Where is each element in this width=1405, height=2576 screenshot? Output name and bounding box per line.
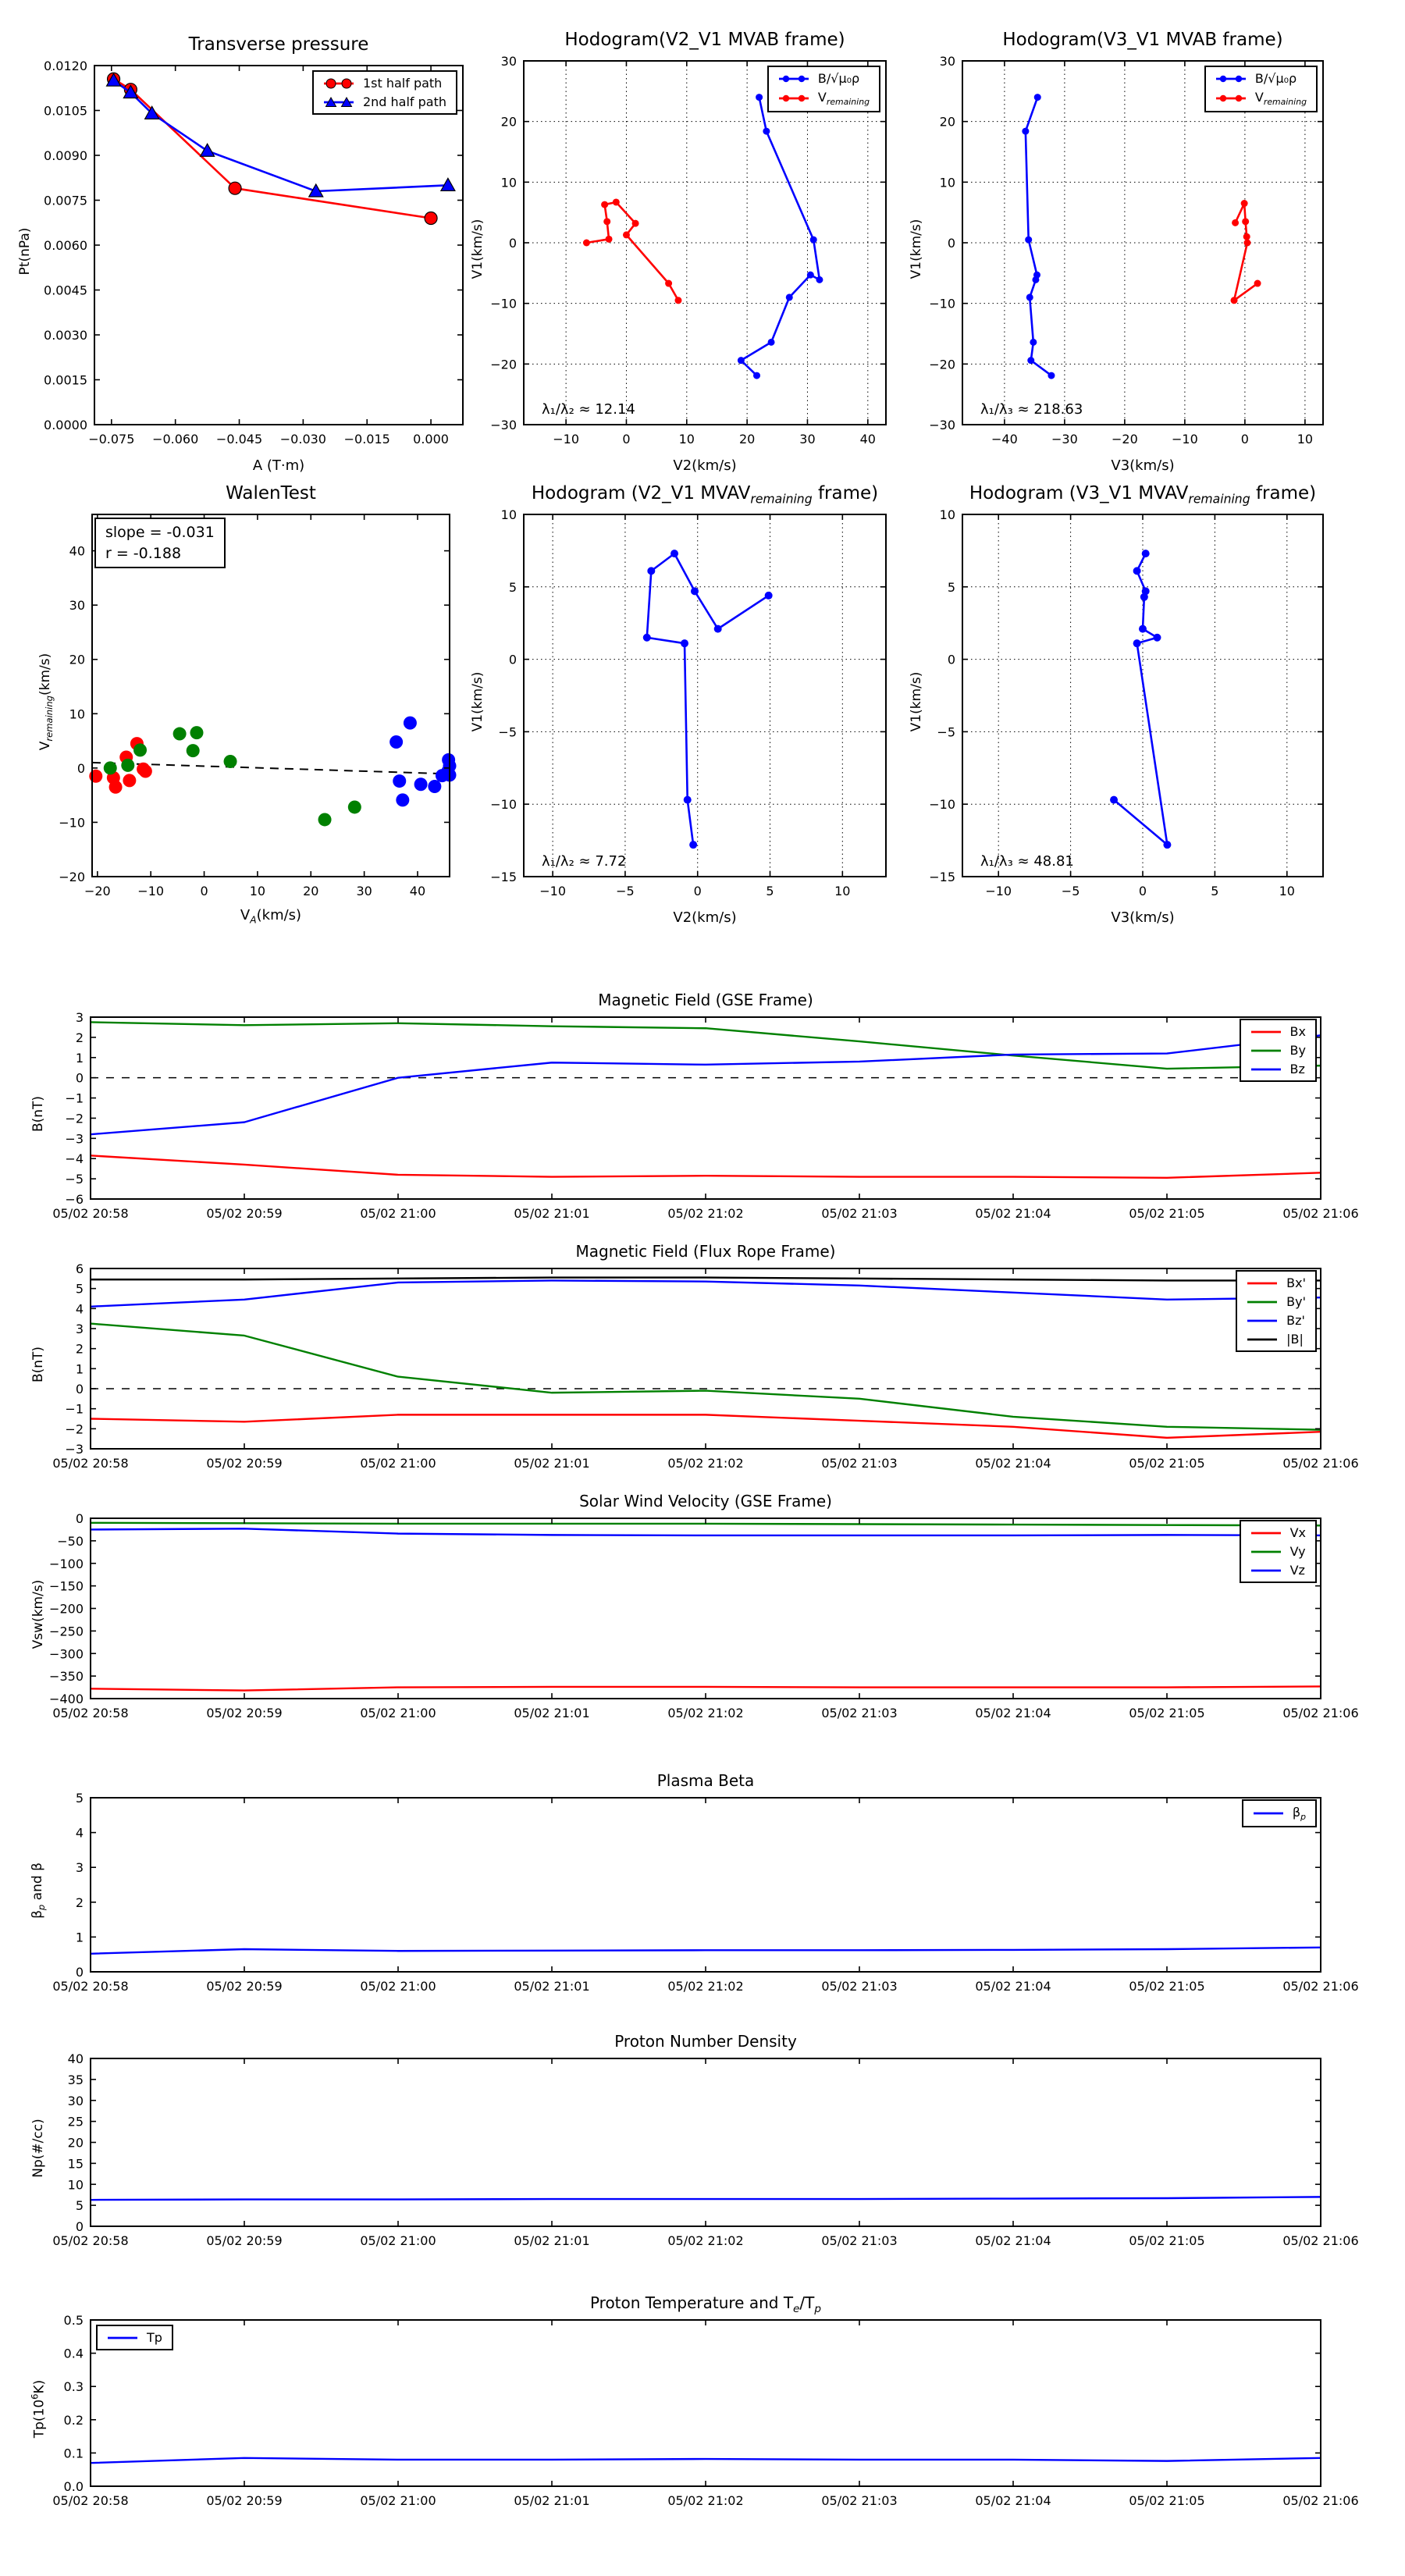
chart-title: Hodogram(V2_V1 MVAB frame) — [564, 30, 845, 50]
chart-proton-temperature — [9, 2281, 1359, 2537]
svg-text:20: 20 — [939, 114, 955, 130]
svg-text:−20: −20 — [490, 357, 517, 372]
legend — [1240, 1520, 1317, 1583]
svg-text:30: 30 — [67, 2093, 84, 2108]
svg-text:05/02 21:00: 05/02 21:00 — [360, 1706, 436, 1720]
svg-text:20: 20 — [67, 2135, 84, 2151]
legend-line-sample — [323, 96, 354, 109]
svg-text:30: 30 — [939, 54, 955, 69]
svg-text:05/02 21:00: 05/02 21:00 — [360, 1206, 436, 1221]
plot-area — [9, 978, 1359, 1250]
svg-text:05/02 21:02: 05/02 21:02 — [667, 1456, 744, 1471]
svg-text:05/02 21:01: 05/02 21:01 — [514, 1206, 590, 1221]
svg-text:10: 10 — [1297, 432, 1314, 447]
svg-text:−40: −40 — [991, 432, 1018, 447]
legend — [1242, 1799, 1317, 1827]
svg-text:20: 20 — [69, 652, 85, 667]
svg-text:−10: −10 — [59, 815, 85, 831]
legend — [767, 66, 880, 112]
svg-text:05/02 21:03: 05/02 21:03 — [821, 1706, 898, 1720]
svg-text:05/02 21:02: 05/02 21:02 — [667, 2233, 744, 2248]
svg-text:0.0030: 0.0030 — [44, 328, 87, 343]
svg-text:30: 30 — [799, 432, 816, 447]
plot-area — [9, 1229, 1359, 1500]
svg-text:0.1: 0.1 — [63, 2446, 84, 2461]
chart-hodogram-v3-v1-mvab — [880, 22, 1343, 475]
svg-text:0.0000: 0.0000 — [44, 418, 87, 432]
svg-text:0: 0 — [75, 1070, 84, 1086]
x-axis-label: V3(km/s) — [1111, 909, 1175, 926]
svg-text:20: 20 — [303, 884, 319, 898]
svg-text:−1: −1 — [65, 1091, 84, 1106]
svg-text:−1: −1 — [65, 1401, 84, 1417]
legend-line-sample — [1253, 1807, 1284, 1820]
svg-text:05/02 21:02: 05/02 21:02 — [667, 1706, 744, 1720]
svg-text:−3: −3 — [65, 1442, 84, 1457]
svg-text:0.0: 0.0 — [63, 2479, 84, 2494]
svg-text:−10: −10 — [539, 884, 567, 898]
plot-area — [10, 475, 469, 927]
svg-text:−4: −4 — [65, 1151, 84, 1167]
svg-text:5: 5 — [75, 1791, 84, 1806]
svg-text:40: 40 — [69, 543, 85, 559]
y-axis-label: Vsw(km/s) — [30, 1579, 46, 1649]
svg-text:3: 3 — [75, 1010, 84, 1025]
svg-text:−30: −30 — [1051, 432, 1078, 447]
svg-text:−0.075: −0.075 — [88, 432, 135, 447]
svg-text:0.0120: 0.0120 — [44, 59, 87, 73]
chart-title: Magnetic Field (GSE Frame) — [598, 991, 813, 1009]
svg-text:05/02 21:03: 05/02 21:03 — [821, 2233, 898, 2248]
svg-text:05/02 20:58: 05/02 20:58 — [52, 1979, 129, 1994]
svg-text:10: 10 — [939, 175, 955, 190]
svg-text:0: 0 — [75, 1965, 84, 1980]
legend-line-sample — [1250, 1564, 1282, 1577]
svg-text:05/02 20:59: 05/02 20:59 — [206, 1206, 283, 1221]
svg-text:0: 0 — [1138, 884, 1147, 898]
svg-text:10: 10 — [678, 432, 695, 447]
svg-text:0.000: 0.000 — [413, 432, 449, 447]
svg-text:05/02 21:04: 05/02 21:04 — [975, 1206, 1051, 1221]
svg-text:10: 10 — [500, 507, 517, 522]
svg-text:−3: −3 — [65, 1131, 84, 1147]
svg-text:10: 10 — [834, 884, 851, 898]
svg-text:−10: −10 — [985, 884, 1012, 898]
svg-text:05/02 21:03: 05/02 21:03 — [821, 1979, 898, 1994]
legend-item-label: |B| — [1286, 1332, 1304, 1347]
y-axis-label: B(nT) — [30, 1346, 46, 1383]
svg-text:−2: −2 — [65, 1111, 84, 1126]
legend — [1240, 1019, 1317, 1082]
svg-text:05/02 21:01: 05/02 21:01 — [514, 1979, 590, 1994]
chart-transverse-pressure — [12, 27, 482, 475]
svg-text:05/02 21:03: 05/02 21:03 — [821, 1456, 898, 1471]
svg-text:0.3: 0.3 — [63, 2379, 84, 2395]
svg-text:5: 5 — [1211, 884, 1219, 898]
svg-text:10: 10 — [67, 2177, 84, 2193]
svg-text:0.0015: 0.0015 — [44, 372, 87, 388]
svg-text:05/02 21:00: 05/02 21:00 — [360, 2233, 436, 2248]
chart-title: Transverse pressure — [188, 34, 369, 55]
svg-text:10: 10 — [500, 175, 517, 190]
svg-text:05/02 21:05: 05/02 21:05 — [1129, 2233, 1205, 2248]
svg-text:1: 1 — [75, 1050, 84, 1066]
svg-text:05/02 20:59: 05/02 20:59 — [206, 2233, 283, 2248]
svg-text:−20: −20 — [929, 357, 955, 372]
svg-text:−10: −10 — [1172, 432, 1198, 447]
correlation-value: r = -0.188 — [105, 544, 182, 562]
legend-line-sample — [1250, 1044, 1282, 1057]
chart-proton-number-density — [9, 2019, 1359, 2277]
svg-text:−350: −350 — [49, 1669, 84, 1685]
legend-line-sample — [1247, 1296, 1278, 1308]
plot-area — [9, 1479, 1359, 1749]
svg-text:10: 10 — [939, 507, 955, 522]
svg-text:−200: −200 — [49, 1601, 84, 1617]
chart-plasma-beta — [9, 1759, 1359, 2023]
svg-text:05/02 21:05: 05/02 21:05 — [1129, 1206, 1205, 1221]
svg-text:−10: −10 — [929, 296, 955, 311]
legend-item-label: Bz — [1289, 1062, 1305, 1076]
svg-text:05/02 21:02: 05/02 21:02 — [667, 1206, 744, 1221]
legend-item-label: $\beta_p$ — [1292, 1805, 1306, 1823]
legend-line-sample — [1215, 92, 1247, 105]
svg-text:40: 40 — [67, 2051, 84, 2066]
svg-text:0.0105: 0.0105 — [44, 103, 87, 119]
legend-line-sample — [1215, 73, 1247, 85]
svg-text:05/02 20:59: 05/02 20:59 — [206, 1979, 283, 1994]
slope-value: slope = -0.031 — [105, 524, 215, 541]
plot-area — [9, 2281, 1359, 2537]
chart-hodogram-v2-v1-mvav — [442, 475, 905, 927]
svg-text:10: 10 — [69, 706, 85, 722]
legend-item-label: Tp — [147, 2330, 162, 2345]
svg-text:20: 20 — [738, 432, 756, 447]
svg-text:0: 0 — [200, 884, 208, 898]
legend-item-label: 1st half path — [362, 76, 443, 91]
svg-text:−20: −20 — [59, 870, 85, 884]
svg-text:0.0060: 0.0060 — [44, 238, 87, 253]
legend-item-label: 2nd half path — [362, 94, 446, 109]
legend — [1204, 66, 1318, 112]
legend-item-label: $V_{remaining}$ — [1254, 90, 1307, 108]
svg-text:0: 0 — [75, 1382, 84, 1397]
svg-text:2: 2 — [75, 1341, 84, 1357]
svg-text:−2: −2 — [65, 1421, 84, 1437]
legend-line-sample — [778, 92, 809, 105]
legend-item-label: B/√μ₀ρ — [817, 71, 860, 86]
svg-text:−5: −5 — [616, 884, 635, 898]
svg-text:−20: −20 — [84, 884, 111, 898]
svg-text:−5: −5 — [1061, 884, 1080, 898]
svg-text:05/02 21:05: 05/02 21:05 — [1129, 1706, 1205, 1720]
x-axis-label: V2(km/s) — [673, 457, 737, 474]
legend-item-label: Vy — [1289, 1544, 1306, 1559]
legend-line-sample — [1247, 1333, 1278, 1346]
svg-text:−400: −400 — [49, 1692, 84, 1706]
svg-text:0: 0 — [76, 760, 85, 776]
eigenvalue-ratio-annotation: λ₁/λ₂ ≈ 12.14 — [542, 401, 635, 418]
svg-text:−10: −10 — [490, 797, 517, 813]
svg-text:05/02 21:01: 05/02 21:01 — [514, 2493, 590, 2508]
svg-text:0: 0 — [75, 1511, 84, 1526]
y-axis-label: $Tp(10^6K)$ — [29, 2379, 48, 2439]
y-axis-label: V1(km/s) — [909, 219, 924, 279]
chart-title: Solar Wind Velocity (GSE Frame) — [579, 1492, 832, 1510]
svg-text:3: 3 — [75, 1322, 84, 1336]
svg-text:05/02 21:04: 05/02 21:04 — [975, 2233, 1051, 2248]
chart-title: Hodogram (V2_V1 $MVAV_{remaining}$ frame) — [531, 483, 879, 507]
svg-text:05/02 21:04: 05/02 21:04 — [975, 1706, 1051, 1720]
chart-magnetic-field-gse — [9, 978, 1359, 1250]
svg-text:05/02 20:58: 05/02 20:58 — [52, 1706, 129, 1720]
chart-walen-test — [10, 475, 469, 927]
y-axis-label: Np(#/cc) — [30, 2119, 46, 2178]
svg-text:05/02 21:00: 05/02 21:00 — [360, 2493, 436, 2508]
legend-item-label: Vx — [1289, 1525, 1306, 1540]
chart-solar-wind-velocity — [9, 1479, 1359, 1749]
svg-text:05/02 21:06: 05/02 21:06 — [1282, 1979, 1359, 1994]
svg-text:−10: −10 — [137, 884, 165, 898]
svg-text:0.0045: 0.0045 — [44, 283, 87, 298]
svg-text:4: 4 — [75, 1825, 84, 1841]
svg-text:−30: −30 — [490, 418, 517, 432]
svg-text:05/02 20:58: 05/02 20:58 — [52, 2233, 129, 2248]
svg-text:05/02 20:59: 05/02 20:59 — [206, 1456, 283, 1471]
svg-text:30: 30 — [69, 598, 85, 614]
legend-line-sample — [1250, 1063, 1282, 1076]
svg-text:05/02 21:05: 05/02 21:05 — [1129, 1456, 1205, 1471]
svg-text:05/02 20:58: 05/02 20:58 — [52, 1206, 129, 1221]
svg-text:2: 2 — [75, 1895, 84, 1910]
chart-title: Proton Number Density — [614, 2032, 797, 2051]
legend-line-sample — [107, 2332, 138, 2344]
legend-line-sample — [1250, 1026, 1282, 1038]
svg-text:05/02 20:59: 05/02 20:59 — [206, 1706, 283, 1720]
y-axis-label: B(nT) — [30, 1095, 46, 1133]
svg-text:0: 0 — [508, 652, 517, 667]
svg-text:40: 40 — [859, 432, 876, 447]
svg-text:05/02 21:04: 05/02 21:04 — [975, 1456, 1051, 1471]
svg-text:0.4: 0.4 — [63, 2346, 84, 2361]
svg-text:0: 0 — [75, 2219, 84, 2234]
chart-title: Magnetic Field (Flux Rope Frame) — [575, 1242, 836, 1261]
svg-text:5: 5 — [75, 1281, 84, 1297]
chart-magnetic-field-flux-rope — [9, 1229, 1359, 1500]
svg-text:−150: −150 — [49, 1578, 84, 1594]
svg-text:05/02 21:01: 05/02 21:01 — [514, 1456, 590, 1471]
legend-item-label: Bz' — [1286, 1313, 1305, 1328]
chart-title: Proton Temperature and $T_e/T_p$ — [589, 2293, 822, 2315]
svg-text:−5: −5 — [498, 724, 517, 740]
svg-text:40: 40 — [409, 884, 426, 898]
svg-text:05/02 21:06: 05/02 21:06 — [1282, 2233, 1359, 2248]
legend-line-sample — [1247, 1277, 1278, 1290]
svg-text:05/02 21:04: 05/02 21:04 — [975, 1979, 1051, 1994]
svg-text:−15: −15 — [929, 870, 955, 884]
legend-item-label: Vz — [1289, 1563, 1305, 1578]
chart-title: Plasma Beta — [656, 1771, 755, 1790]
svg-text:−0.045: −0.045 — [215, 432, 263, 447]
svg-text:0: 0 — [622, 432, 631, 447]
svg-text:0.0090: 0.0090 — [44, 148, 87, 163]
legend-item-label: Bx — [1289, 1024, 1306, 1039]
plot-area — [442, 475, 905, 927]
chart-title: Hodogram(V3_V1 MVAB frame) — [1002, 30, 1283, 50]
svg-text:30: 30 — [356, 884, 372, 898]
y-axis-label: V1(km/s) — [909, 671, 924, 731]
eigenvalue-ratio-annotation: λ₁/λ₃ ≈ 48.81 — [980, 853, 1074, 870]
svg-text:05/02 21:04: 05/02 21:04 — [975, 2493, 1051, 2508]
svg-text:6: 6 — [75, 1261, 84, 1276]
legend-line-sample — [323, 77, 354, 90]
legend-line-sample — [1250, 1546, 1282, 1558]
svg-text:10: 10 — [249, 884, 266, 898]
svg-text:05/02 21:06: 05/02 21:06 — [1282, 1706, 1359, 1720]
svg-text:−10: −10 — [490, 296, 517, 311]
y-axis-label: $V_{remaining}(km/s)$ — [37, 653, 55, 750]
svg-text:−0.030: −0.030 — [279, 432, 326, 447]
svg-text:−50: −50 — [57, 1533, 84, 1549]
svg-text:05/02 21:00: 05/02 21:00 — [360, 1979, 436, 1994]
svg-text:05/02 21:06: 05/02 21:06 — [1282, 1456, 1359, 1471]
svg-text:1: 1 — [75, 1930, 84, 1945]
y-axis-label: V1(km/s) — [470, 671, 486, 731]
svg-text:05/02 21:02: 05/02 21:02 — [667, 2493, 744, 2508]
svg-text:05/02 21:01: 05/02 21:01 — [514, 1706, 590, 1720]
svg-text:05/02 21:00: 05/02 21:00 — [360, 1456, 436, 1471]
svg-text:05/02 21:05: 05/02 21:05 — [1129, 1979, 1205, 1994]
svg-text:5: 5 — [508, 579, 517, 595]
svg-text:05/02 20:59: 05/02 20:59 — [206, 2493, 283, 2508]
svg-text:5: 5 — [766, 884, 774, 898]
x-axis-label: A (T·m) — [252, 457, 305, 474]
legend — [312, 70, 457, 115]
legend-line-sample — [1250, 1527, 1282, 1539]
svg-text:05/02 21:06: 05/02 21:06 — [1282, 2493, 1359, 2508]
svg-text:0: 0 — [947, 236, 955, 251]
x-axis-label: V3(km/s) — [1111, 457, 1175, 474]
legend-item-label: By' — [1286, 1294, 1306, 1309]
svg-text:−30: −30 — [929, 418, 955, 432]
x-axis-label: V2(km/s) — [673, 909, 737, 926]
svg-text:20: 20 — [500, 114, 517, 130]
svg-text:3: 3 — [75, 1860, 84, 1876]
svg-text:05/02 21:05: 05/02 21:05 — [1129, 2493, 1205, 2508]
svg-text:05/02 21:06: 05/02 21:06 — [1282, 1206, 1359, 1221]
svg-text:05/02 21:03: 05/02 21:03 — [821, 1206, 898, 1221]
svg-text:05/02 21:03: 05/02 21:03 — [821, 2493, 898, 2508]
svg-text:5: 5 — [75, 2198, 84, 2214]
svg-text:−300: −300 — [49, 1646, 84, 1662]
chart-title: Hodogram (V3_V1 $MVAV_{remaining}$ frame) — [969, 483, 1317, 507]
svg-text:15: 15 — [67, 2156, 84, 2172]
svg-text:35: 35 — [67, 2072, 84, 2087]
svg-text:0: 0 — [947, 652, 955, 667]
y-axis-label: Pt(nPa) — [17, 227, 33, 275]
svg-text:−0.060: −0.060 — [152, 432, 199, 447]
svg-text:0: 0 — [1240, 432, 1249, 447]
svg-text:−100: −100 — [49, 1556, 84, 1571]
legend-item-label: By — [1289, 1043, 1306, 1058]
svg-text:05/02 20:58: 05/02 20:58 — [52, 1456, 129, 1471]
svg-text:−5: −5 — [937, 724, 955, 740]
svg-text:10: 10 — [1279, 884, 1295, 898]
svg-text:30: 30 — [500, 54, 517, 69]
chart-hodogram-v3-v1-mvav — [880, 475, 1343, 927]
eigenvalue-ratio-annotation: λ₁/λ₂ ≈ 7.72 — [542, 853, 627, 870]
svg-text:05/02 21:02: 05/02 21:02 — [667, 1979, 744, 1994]
svg-text:0.5: 0.5 — [63, 2313, 84, 2328]
svg-text:−6: −6 — [65, 1192, 84, 1207]
legend-line-sample — [1247, 1315, 1278, 1327]
svg-text:05/02 20:58: 05/02 20:58 — [52, 2493, 129, 2508]
plot-area — [9, 2019, 1359, 2277]
svg-text:5: 5 — [947, 579, 955, 595]
fit-statistics-box — [94, 518, 226, 568]
plot-area — [880, 475, 1343, 927]
legend — [1236, 1270, 1317, 1352]
svg-text:25: 25 — [67, 2114, 84, 2129]
chart-title: WalenTest — [226, 483, 316, 503]
svg-text:2: 2 — [75, 1030, 84, 1045]
svg-text:−15: −15 — [490, 870, 517, 884]
svg-text:−0.015: −0.015 — [343, 432, 390, 447]
legend-item-label: $V_{remaining}$ — [817, 90, 870, 108]
legend-item-label: Bx' — [1286, 1276, 1306, 1290]
y-axis-label: V1(km/s) — [470, 219, 486, 279]
svg-text:0: 0 — [693, 884, 702, 898]
svg-text:−10: −10 — [553, 432, 580, 447]
svg-text:−10: −10 — [929, 797, 955, 813]
plot-area — [9, 1759, 1359, 2023]
svg-text:−250: −250 — [49, 1624, 84, 1639]
svg-text:1: 1 — [75, 1361, 84, 1377]
svg-text:0.0075: 0.0075 — [44, 193, 87, 208]
y-axis-label: $\beta_p$ and β — [29, 1863, 48, 1919]
legend-line-sample — [778, 73, 809, 85]
eigenvalue-ratio-annotation: λ₁/λ₃ ≈ 218.63 — [980, 401, 1083, 418]
svg-text:−20: −20 — [1112, 432, 1138, 447]
svg-text:0: 0 — [508, 236, 517, 251]
legend-item-label: B/√μ₀ρ — [1254, 71, 1297, 86]
svg-text:4: 4 — [75, 1301, 84, 1317]
chart-hodogram-v2-v1-mvab — [442, 22, 905, 475]
svg-text:05/02 21:01: 05/02 21:01 — [514, 2233, 590, 2248]
svg-text:−5: −5 — [65, 1172, 84, 1187]
x-axis-label: $V_A(km/s)$ — [240, 907, 302, 926]
legend — [96, 2325, 173, 2350]
svg-text:0.2: 0.2 — [63, 2412, 84, 2428]
